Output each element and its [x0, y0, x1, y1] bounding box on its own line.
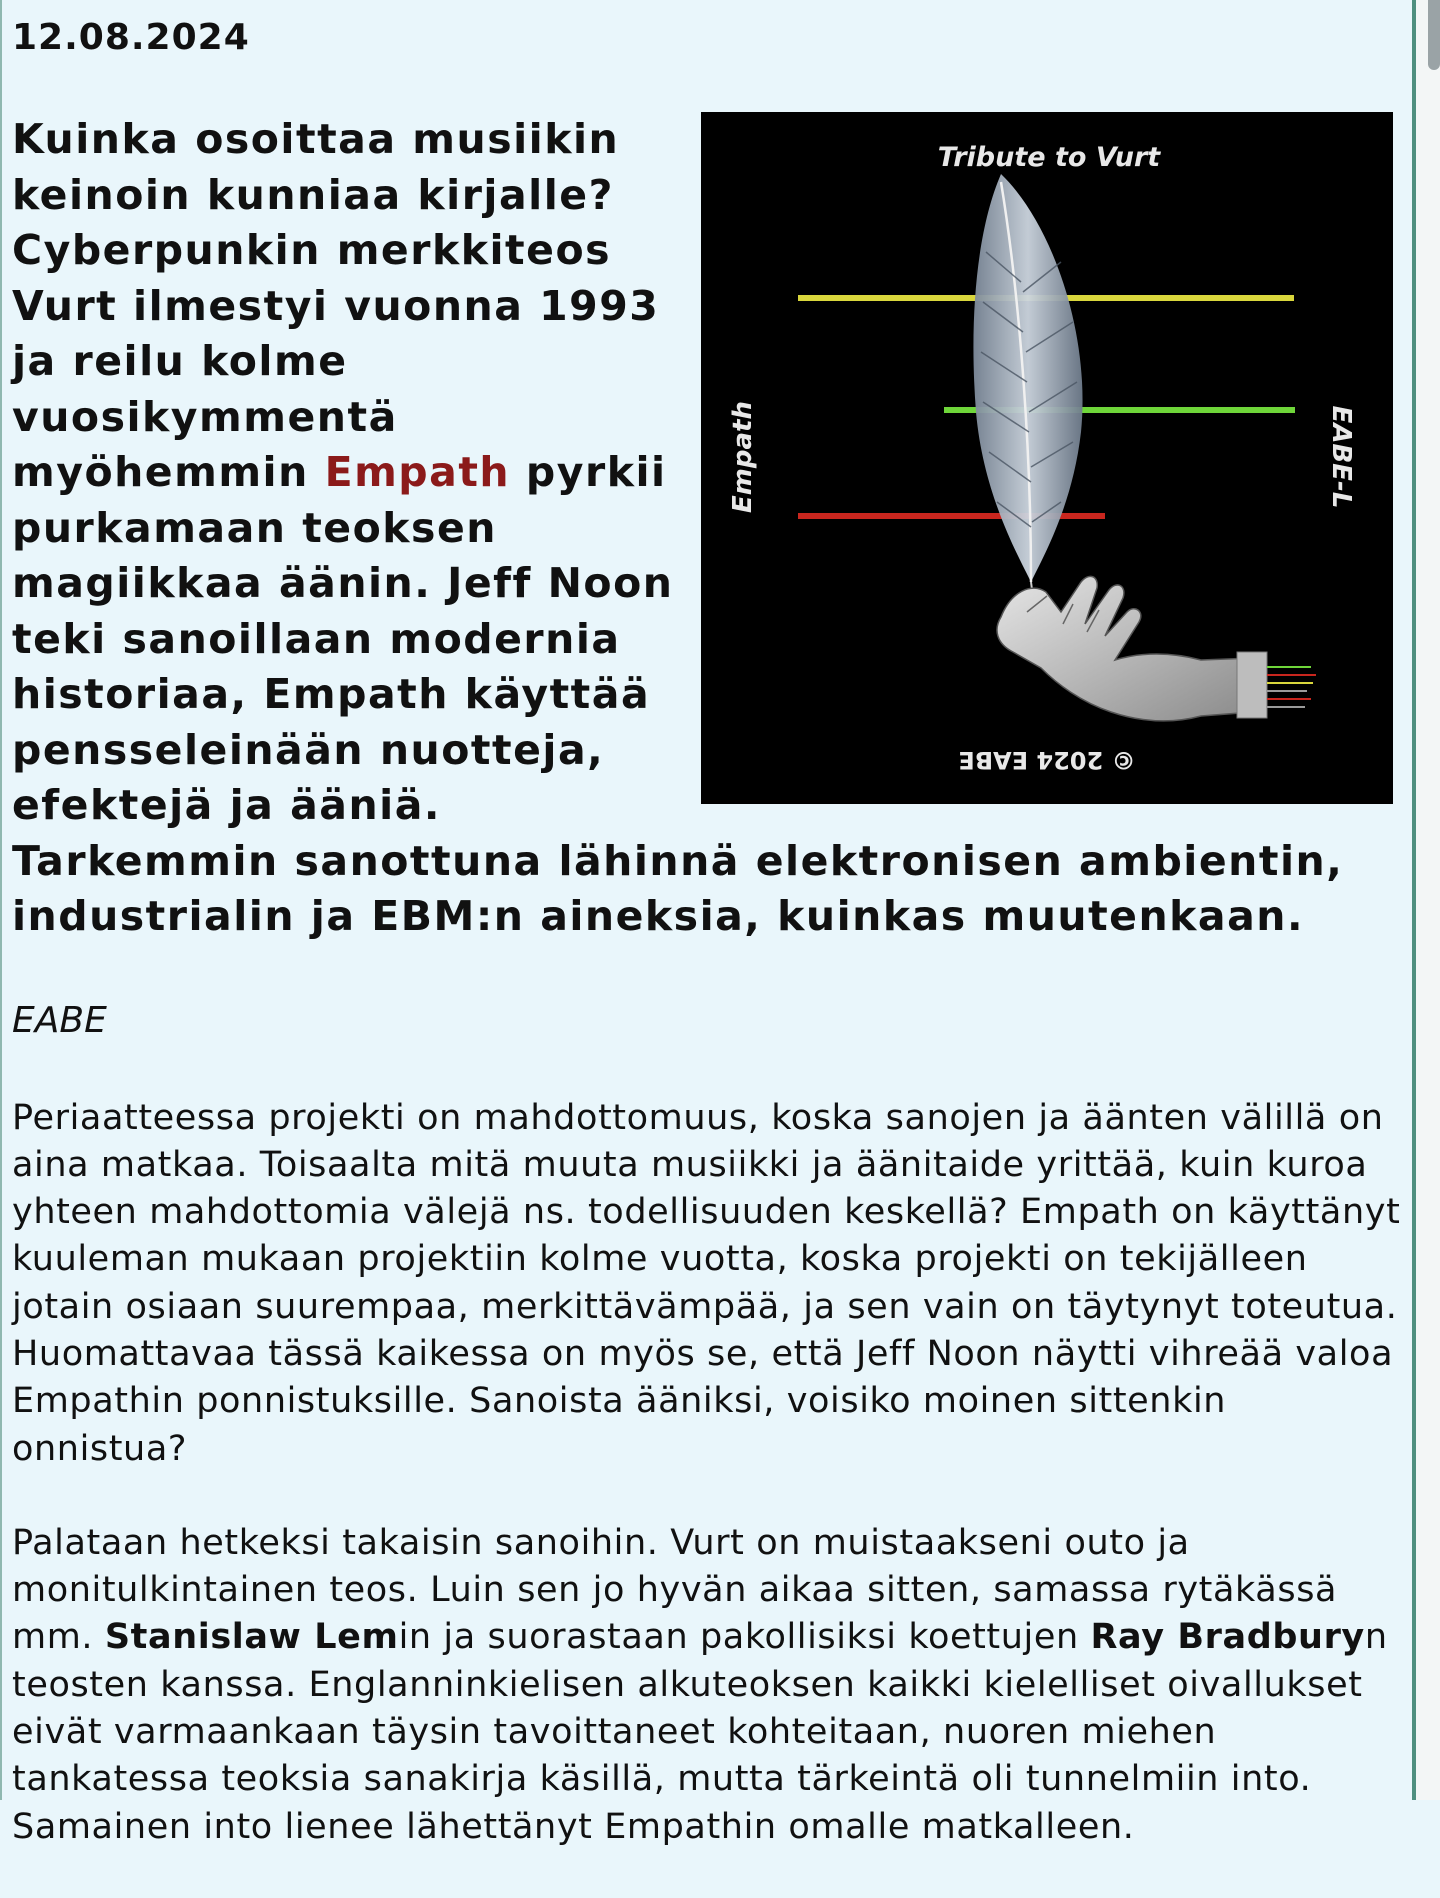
paragraph2-text-1: Palataan hetkeksi takaisin sanoihin. Vurt on muistaakseni outo ja monitulkintainen teos. Luin sen jo hyvän aikaa sitten, samassa rytäkässä mm.: [12, 1522, 1338, 1658]
page-left-border: [0, 0, 2, 1800]
article-byline: EABE: [12, 999, 107, 1041]
lead-text-part2: pyrkii purkamaan teoksen magiikkaa äänin. Jeff Noon teki sanoillaan modernia historiaa, Empath käyttää pensseleinään nuotteja, efektejä ja ääniä. Tarkemmin sanottuna lähinnä elektronisen ambientin, industrialin ja EBM:n aineksia, kuinkas muutenkaan.: [12, 448, 1344, 940]
body-paragraph-2: [12, 1520, 1407, 1851]
lead-accent-link[interactable]: Empath: [324, 448, 511, 496]
cover-right-text: EABE-L: [1326, 405, 1356, 509]
article: [12, 14, 1407, 1898]
article-date: 12.08.2024: [12, 17, 250, 58]
page-gutter: [1416, 0, 1440, 1800]
album-cover-image: [701, 112, 1393, 804]
album-cover-art: [701, 112, 1393, 804]
body-paragraph-1: Periaatteessa projekti on mahdottomuus, koska sanojen ja äänten välillä on aina matkaa. Toisaalta mitä muuta musiikki ja äänitaide yrittää, kuin kuroa yhteen mahdottomia välejä ns. todellisuuden keskellä? Empath on käyttänyt kuuleman mukaan projektiin kolme vuotta, koska projekti on tekijälleen jotain osiaan suurempaa, merkittävämpää, ja sen vain on täytynyt toteutua. Huomattavaa tässä kaikessa on myös se, että Jeff Noon näytti vihreää valoa Empathin ponnistuksille. Sanoista ääniksi, voisiko moinen sittenkin onnistua?: [12, 1097, 1401, 1469]
cover-title: Tribute to Vurt: [937, 142, 1161, 173]
cover-left-text: Empath: [728, 401, 758, 513]
scrollbar-thumb[interactable]: [1428, 0, 1440, 70]
paragraph2-text-2: in ja suorastaan pakollisiksi koettujen: [398, 1617, 1091, 1658]
lead-text-part1: Kuinka osoittaa musiikin keinoin kunniaa kirjalle? Cyberpunkin merkkiteos Vurt ilmestyi vuonna 1993 ja reilu kolme vuosikymmentä myöhemmin: [12, 115, 660, 496]
cover-bottom-text: © 2024 EABE: [958, 746, 1136, 774]
article-body: [12, 1095, 1407, 1851]
paragraph2-text-3: n teosten kanssa. Englanninkielisen alkuteoksen kaikki kielelliset oivallukset eivät varmaankaan täysin tavoittaneet kohteitaan, nuoren miehen tankatessa teoksia sanakirja käsillä, mutta tärkeintä oli tunnelmiin into. Samainen into lienee lähettänyt Empathin omalle matkalleen.: [12, 1617, 1388, 1847]
author-name-lem: Stanislaw Lem: [104, 1617, 399, 1658]
author-name-bradbury: Ray Bradbury: [1090, 1617, 1365, 1658]
